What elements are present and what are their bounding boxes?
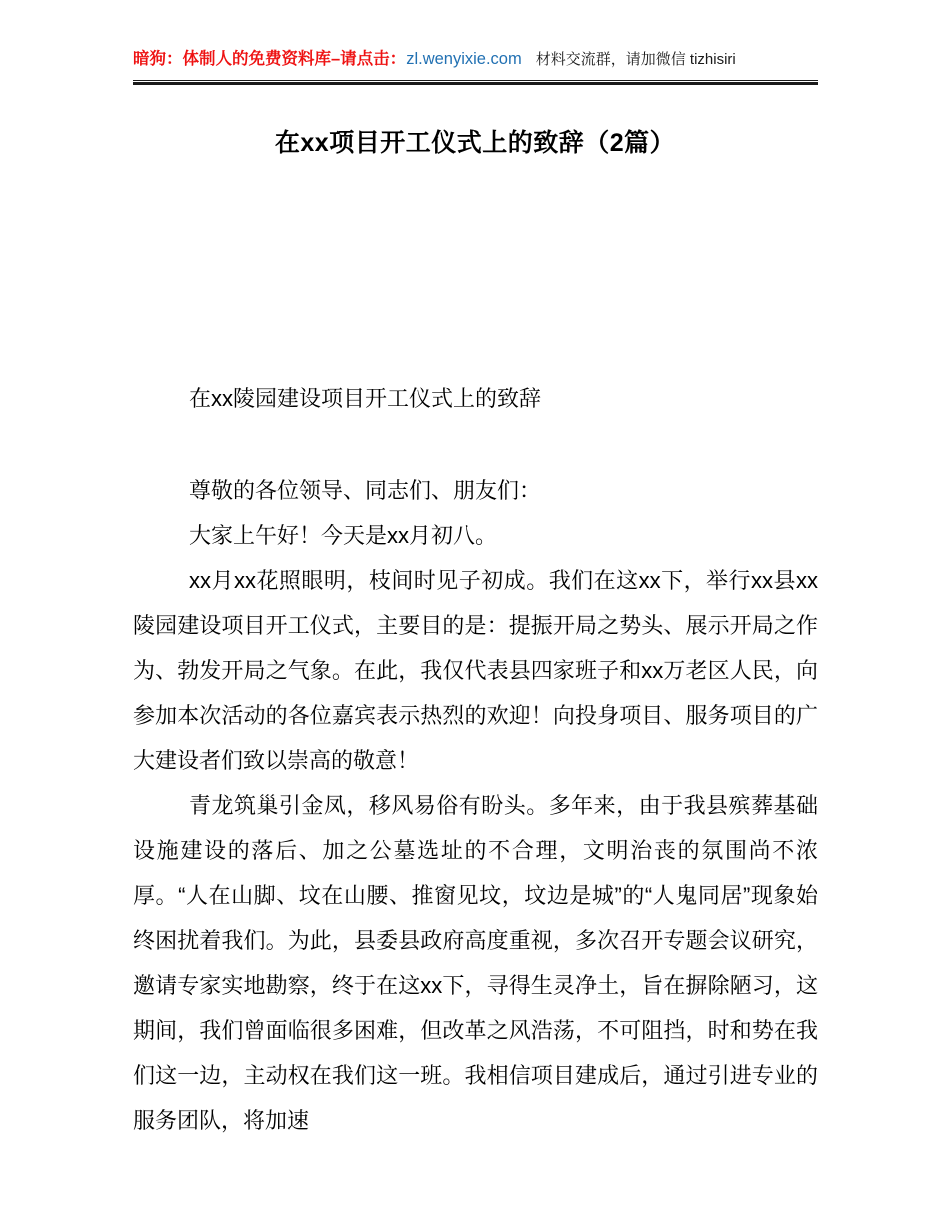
- paragraph-body-2: 青龙筑巢引金凤，移风易俗有盼头。多年来，由于我县殡葬基础设施建设的落后、加之公墓选址的不合理，文明治丧的氛围尚不浓厚。“人在山脚、坟在山腰、推窗见坟，坟边是城”的“人鬼同居”现象始终困扰着我们。为此，县委县政府高度重视，多次召开专题会议研究，邀请专家实地勘察，终于在这xx下，寻得生灵净土，旨在摒除陋习，这期间，我们曾面临很多困难，但改革之风浩荡，不可阻挡，时和势在我们这一边，主动权在我们这一班。我相信项目建成后，通过引进专业的服务团队，将加速: [133, 793, 818, 1133]
- promo-header: [133, 46, 818, 73]
- document-body: [133, 378, 818, 1143]
- paragraph-body-1: xx月xx花照眼明，枝间时见子初成。我们在这xx下，举行xx县xx陵园建设项目开工仪式，主要目的是：提振开局之势头、展示开局之作为、勃发开局之气象。在此，我仅代表县四家班子和xx万老区人民，向参加本次活动的各位嘉宾表示热烈的欢迎！向投身项目、服务项目的广大建设者们致以崇高的敬意！: [133, 568, 818, 773]
- paragraph-greeting: 大家上午好！今天是xx月初八。: [189, 523, 498, 548]
- promo-site-link[interactable]: zl.wenyixie.com: [406, 50, 522, 68]
- paragraph-salutation: 尊敬的各位领导、同志们、朋友们：: [189, 478, 542, 503]
- promo-header-line: [133, 46, 818, 73]
- promo-wechat-note: 材料交流群，请加微信 tizhisiri: [535, 51, 736, 68]
- document-subtitle: 在xx陵园建设项目开工仪式上的致辞: [189, 386, 542, 411]
- promo-red-suffix: –请点击：: [331, 50, 407, 68]
- header-divider-rule: [133, 80, 818, 85]
- promo-red-text: 暗狗：体制人的免费资料库: [133, 50, 331, 68]
- page-title: 在xx项目开工仪式上的致辞（2篇）: [274, 129, 676, 157]
